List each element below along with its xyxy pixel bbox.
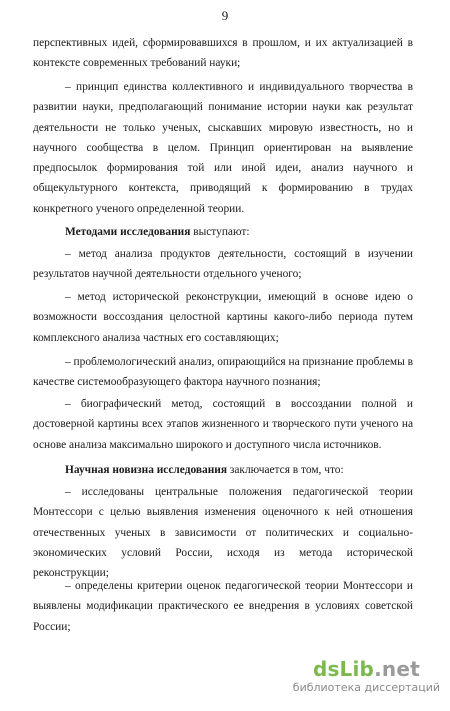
paragraph-2	[33, 77, 413, 219]
paragraph-6	[33, 394, 413, 455]
watermark	[293, 658, 440, 694]
paragraph-text: – биографический метод, состоящий в воссоздании полной и достоверной картины всех этапов жизненного и творческого пути ученого на основе анализа максимально широкого и доступного числа источников.	[33, 398, 413, 451]
watermark-logo: dsLib.net	[312, 657, 420, 681]
paragraph-text: – метод исторической реконструкции, имеющий в основе идею о возможности воссоздания целостной картины какого-либо периода путем комплексного анализа частных его составляющих;	[33, 291, 413, 344]
paragraph-text: перспективных идей, сформировавшихся в прошлом, и их актуализацией в контексте современных требований науки;	[33, 37, 413, 70]
methods-heading: Методами исследования	[65, 226, 191, 238]
page-number: 9	[221, 8, 229, 23]
paragraph-7	[33, 482, 413, 583]
paragraph-text: – проблемологический анализ, опирающийся на признание проблемы в качестве системообразующего фактора научного познания;	[33, 356, 413, 389]
paragraph-text: – исследованы центральные положения педагогической теории Монтессори с целью выявления изменения оценочного к ней отношения отечественных ученых в зависимости от политических и социально-экономических условий России, исходя из метода исторической реконструкции;	[33, 486, 413, 580]
novelty-heading: Научная новизна исследования	[65, 464, 228, 476]
watermark-caption: библиотека диссертаций	[292, 681, 440, 694]
paragraph-3	[33, 244, 413, 285]
paragraph-8	[33, 576, 413, 637]
paragraph-1	[33, 33, 413, 74]
paragraph-text: – метод анализа продуктов деятельности, состоящий в изучении результатов научной деятельности отдельного ученого;	[33, 248, 413, 281]
paragraph-text: заключается в том, что:	[227, 464, 344, 476]
paragraph-methods-heading	[33, 222, 413, 242]
paragraph-text: – определены критерии оценок педагогической теории Монтессори и выявлены модификации практического ее внедрения в условиях советской России;	[33, 580, 413, 633]
paragraph-text: – принцип единства коллективного и индивидуального творчества в развитии науки, предполагающий понимание истории науки как результат деятельности не только ученых, сыскавших мировую известность, но и научного сообщества в целом. Принцип ориентирован на выявление предпосылок формирования той или иной идеи, анализ научного и общекультурного контекста, приводящий к формированию в трудах конкретного ученого определенной теории.	[33, 81, 413, 215]
paragraph-novelty-heading	[33, 460, 413, 480]
paragraph-4	[33, 287, 413, 348]
paragraph-text: выступают:	[190, 226, 250, 238]
paragraph-5	[33, 352, 413, 393]
